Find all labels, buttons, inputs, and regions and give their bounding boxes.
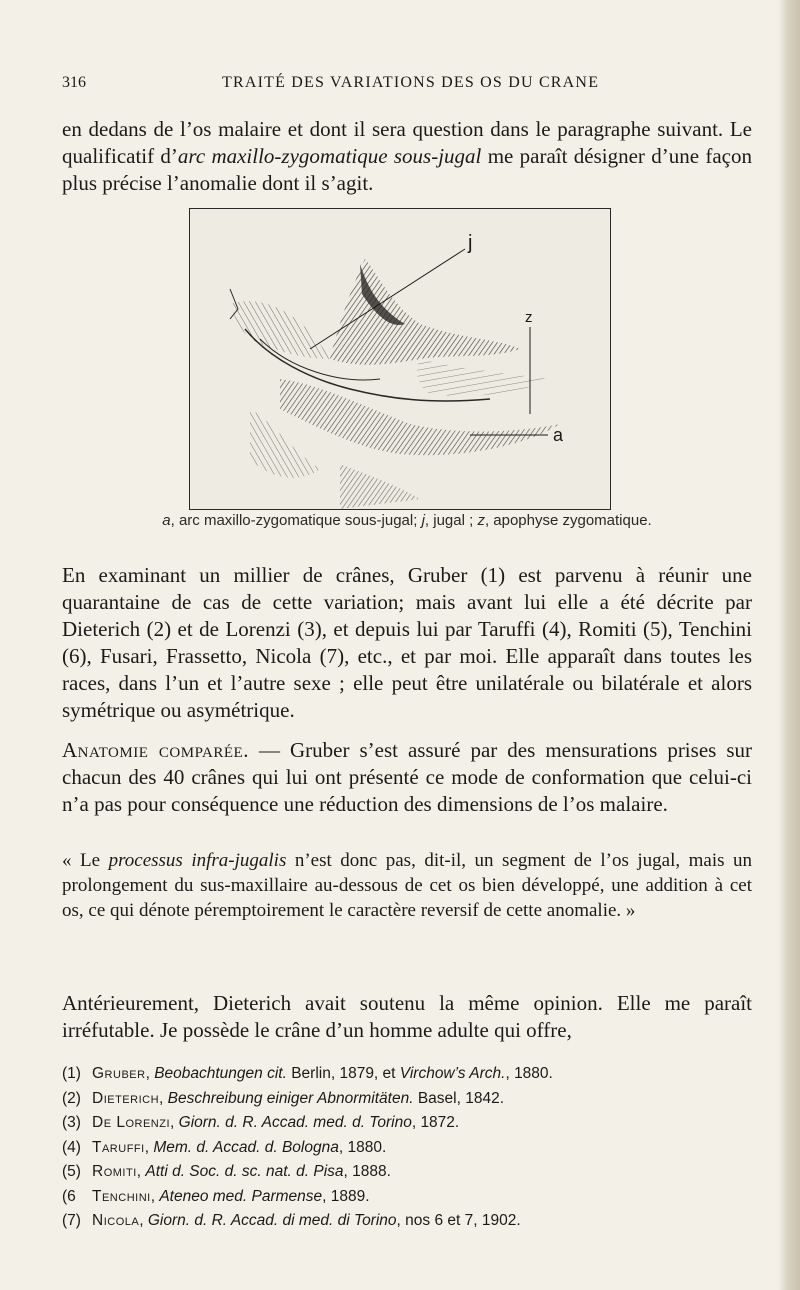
footnote: (5) Romiti, Atti d. Soc. d. sc. nat. d. Pisa, 1888. — [62, 1163, 391, 1180]
running-title: TRAITÉ DES VARIATIONS DES OS DU CRANE — [222, 74, 600, 91]
skull-engraving-illustration — [190, 209, 610, 509]
figure-label-j: j — [468, 232, 473, 254]
caption-j: j — [421, 512, 425, 529]
footnote: (7) Nicola, Giorn. d. R. Accad. di med. di Torino, nos 6 et 7, 1902. — [62, 1212, 521, 1229]
caption-z: z — [477, 512, 485, 529]
footnote: (1) Gruber, Beobachtungen cit. Berlin, 1879, et Virchow’s Arch., 1880. — [62, 1065, 553, 1082]
anatomie-text: — Gruber s’est assuré par des mensurations prises sur chacun des 40 crânes qui lui ont présenté ce mode de conformation que celui-ci n’a pas pour conséquence une réduction des dimensions de l’os malaire. — [62, 738, 752, 816]
caption-a: a — [162, 512, 171, 529]
quote-paragraph — [62, 848, 752, 923]
intro-text-2: me paraît désigner d’une façon plus précise l’anomalie dont il s’agit. — [62, 144, 752, 195]
footnote: (4) Taruffi, Mem. d. Accad. d. Bologna, 1880. — [62, 1138, 387, 1156]
figure-label-z: z — [525, 309, 533, 326]
sub-jugal-arch-shape — [280, 379, 560, 455]
footnote: (6 Tenchini, Ateneo med. Parmense, 1889. — [62, 1187, 370, 1205]
figure-caption — [62, 512, 752, 529]
footnote: (2) Dieterich, Beschreibung einiger Abnormitäten. Basel, 1842. — [62, 1089, 504, 1107]
paragraph-anatomie — [62, 737, 752, 818]
paragraph-examinant: En examinant un millier de crânes, Gruber (1) est parvenu à réunir une quarantaine de cas de cette variation; mais avant lui elle a été décrite par Dieterich (2) et de Lorenzi (3), et depuis lui par Taruffi (4), Romiti (5), Tenchini (6), Fusari, Frassetto, Nicola (7), etc., et par moi. Elle apparaît dans toutes les races, dans l’un et l’autre sexe ; elle peut être unilatérale ou bilatérale et alors symétrique ou asymétrique. — [62, 563, 752, 722]
figure-label-a: a — [553, 425, 564, 445]
page-edge-shadow — [778, 0, 800, 1290]
footnotes — [62, 1062, 752, 1234]
anatomical-figure — [189, 208, 611, 510]
intro-paragraph — [62, 116, 752, 197]
paragraph-anterieur: Antérieurement, Dieterich avait soutenu la même opinion. Elle me paraît irréfutable. Je possède le crâne d’un homme adulte qui offre, — [62, 991, 752, 1042]
caption-text-1: , arc maxillo-zygomatique sous-jugal; — [170, 512, 422, 529]
quote-open: « Le — [62, 850, 109, 871]
page-number: 316 — [62, 74, 86, 91]
caption-text-3: , apophyse zygomatique. — [484, 512, 652, 529]
footnote: (3) De Lorenzi, Giorn. d. R. Accad. med. d. Torino, 1872. — [62, 1114, 460, 1131]
quote-term: processus infra-jugalis — [108, 850, 287, 871]
quote-text: n’est donc pas, dit-il, un segment de l’os jugal, mais un prolongement du sus-maxillaire au-dessous de cet os bien développé, une addition à cet os, ce qui dénote péremptoirement le caractère reversif de cette anomalie. » — [62, 850, 753, 921]
intro-text-1: en dedans de l’os malaire et dont il sera question dans le paragraphe suivant. Le qualificatif d’ — [62, 117, 752, 168]
intro-term: arc maxillo-zygomatique sous-jugal — [177, 144, 482, 168]
section-heading-anatomie: Anatomie comparée. — [62, 738, 249, 762]
caption-text-2: , jugal ; — [424, 512, 478, 529]
